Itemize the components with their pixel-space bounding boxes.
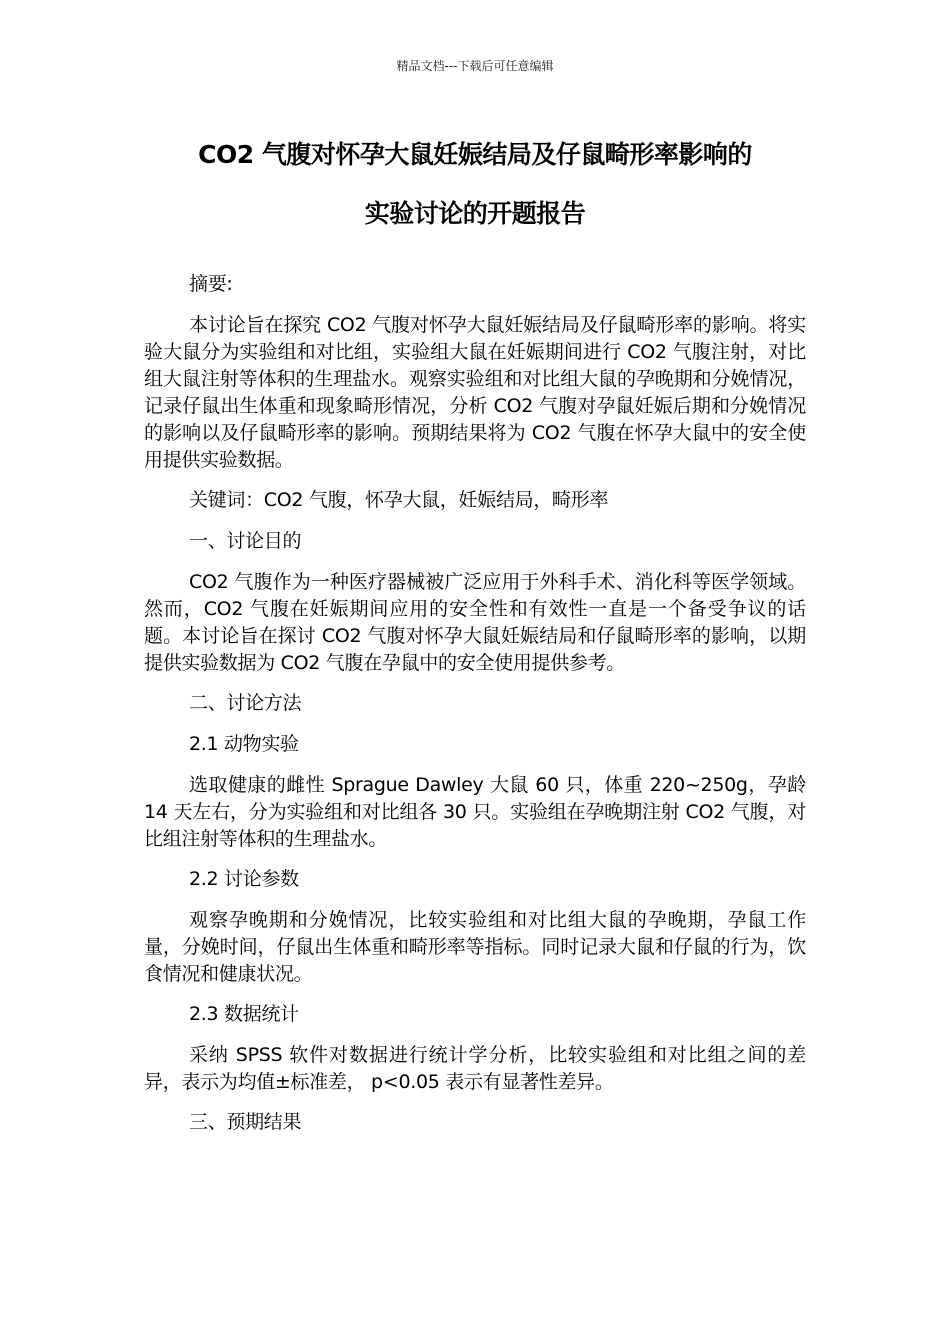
subsection-2-2-heading: 2.2 讨论参数	[189, 868, 299, 890]
subsection-2-3-paragraph: 采纳 SPSS 软件对数据进行统计学分析，比较实验组和对比组之间的差异，表示为均值±标准差， p<0.05 表示有显著性差异。	[144, 1044, 806, 1093]
abstract-paragraph: 本讨论旨在探究 CO2 气腹对怀孕大鼠妊娠结局及仔鼠畸形率的影响。将实验大鼠分为实验组和对比组，实验组大鼠在妊娠期间进行 CO2 气腹注射，对比组大鼠注射等体积的生理盐水。观察实验组和对比组大鼠的孕晚期和分娩情况，记录仔鼠出生体重和现象畸形情况，分析 CO2 气腹对孕鼠妊娠后期和分娩情况的影响以及仔鼠畸形率的影响。预期结果将为 CO2 气腹在怀孕大鼠中的安全使用提供实验数据。	[144, 314, 806, 471]
section-1-heading: 一、讨论目的	[189, 530, 302, 552]
page-header-note: 精品文档---下载后可任意编辑	[396, 59, 554, 73]
subsection-2-3-heading: 2.3 数据统计	[189, 1003, 299, 1025]
document-title-line-1: CO2 气腹对怀孕大鼠妊娠结局及仔鼠畸形率影响的	[198, 140, 752, 169]
section-2-heading: 二、讨论方法	[189, 692, 302, 714]
section-3-heading: 三、预期结果	[189, 1111, 302, 1133]
subsection-2-1-paragraph: 选取健康的雌性 Sprague Dawley 大鼠 60 只，体重 220~250g，孕龄 14 天左右，分为实验组和对比组各 30 只。实验组在孕晚期注射 CO2 气腹，对比组注射等体积的生理盐水。	[144, 774, 806, 850]
subsection-2-1-heading: 2.1 动物实验	[189, 733, 299, 755]
document-title-line-2: 实验讨论的开题报告	[364, 199, 586, 228]
keywords-line: 关键词：CO2 气腹，怀孕大鼠，妊娠结局，畸形率	[189, 489, 609, 511]
abstract-label: 摘要:	[189, 273, 233, 295]
section-1-paragraph: CO2 气腹作为一种医疗器械被广泛应用于外科手术、消化科等医学领域。然而，CO2 气腹在妊娠期间应用的安全性和有效性一直是一个备受争议的话题。本讨论旨在探讨 CO2 气腹对怀孕大鼠妊娠结局和仔鼠畸形率的影响，以期提供实验数据为 CO2 气腹在孕鼠中的安全使用提供参考。	[144, 571, 806, 674]
document-body	[144, 271, 806, 1150]
subsection-2-2-paragraph: 观察孕晚期和分娩情况，比较实验组和对比组大鼠的孕晚期，孕鼠工作量，分娩时间，仔鼠出生体重和畸形率等指标。同时记录大鼠和仔鼠的行为，饮食情况和健康状况。	[144, 909, 806, 985]
